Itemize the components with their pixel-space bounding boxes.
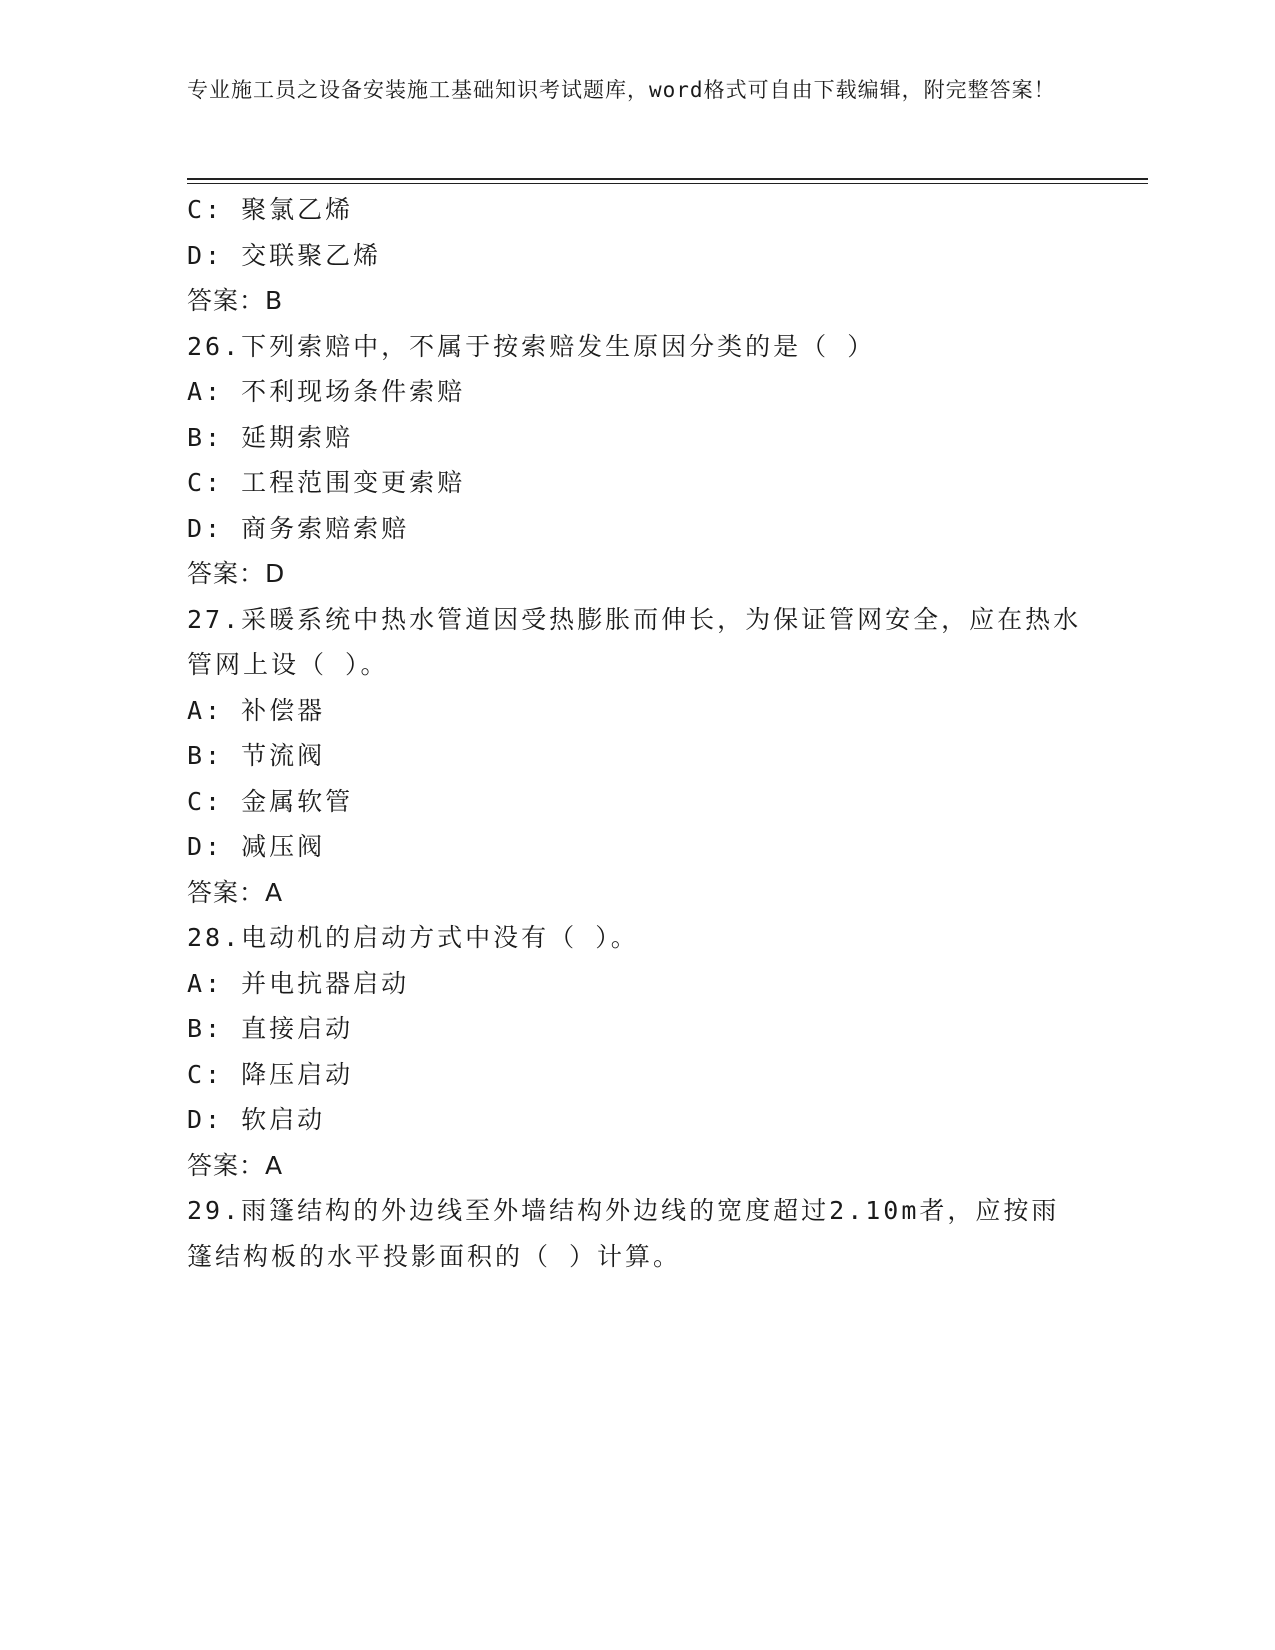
option-a <box>187 961 1087 1007</box>
answer-line <box>187 1143 1087 1189</box>
question-29 <box>187 1188 1087 1279</box>
answer-label: 答案： <box>187 286 266 315</box>
option-text: 交联聚乙烯 <box>241 240 382 270</box>
option-label: A: <box>187 695 224 725</box>
option-text: 直接启动 <box>241 1014 354 1043</box>
option-text: 减压阀 <box>241 832 326 861</box>
question-26 <box>187 324 1087 597</box>
question-stem: 27.采暖系统中热水管道因受热膨胀而伸长，为保证管网安全，应在热水管网上设（ ）。 <box>187 604 1082 679</box>
option-b <box>187 733 1087 779</box>
option-label: B: <box>187 422 224 452</box>
option-d <box>187 1097 1087 1143</box>
header-divider-thin <box>187 183 1148 184</box>
option-label: D: <box>187 832 224 861</box>
option-c <box>187 779 1087 825</box>
question-block-continued <box>187 187 1087 324</box>
option-d <box>187 233 1087 279</box>
option-label: C: <box>187 468 224 497</box>
option-label: C: <box>187 1059 224 1089</box>
option-label: A: <box>187 377 224 406</box>
option-c <box>187 1052 1087 1098</box>
option-text: 延期索赔 <box>241 422 354 452</box>
answer-value: A <box>265 1150 284 1180</box>
option-c <box>187 460 1087 506</box>
question-28 <box>187 915 1087 1188</box>
answer-line <box>187 278 1087 324</box>
option-text: 不利现场条件索赔 <box>241 377 466 406</box>
option-text: 软启动 <box>241 1105 326 1134</box>
option-d <box>187 824 1087 870</box>
answer-value: D <box>265 559 286 588</box>
header-divider-thick <box>187 178 1148 180</box>
option-label: D: <box>187 240 224 270</box>
question-27 <box>187 597 1087 916</box>
option-text: 降压启动 <box>241 1059 354 1089</box>
question-stem: 29.雨篷结构的外边线至外墙结构外边线的宽度超过2.10m者，应按雨篷结构板的水平投影面积的（ ）计算。 <box>187 1196 1060 1271</box>
option-label: B: <box>187 1014 224 1043</box>
answer-label: 答案： <box>187 1150 266 1180</box>
answer-line <box>187 551 1087 597</box>
answer-label: 答案： <box>187 559 266 588</box>
document-body <box>187 187 1087 1279</box>
option-c <box>187 187 1087 233</box>
option-a <box>187 369 1087 415</box>
answer-value: A <box>265 877 284 907</box>
option-text: 节流阀 <box>241 741 326 770</box>
question-stem: 28.电动机的启动方式中没有（ ）。 <box>187 923 639 952</box>
option-b <box>187 415 1087 461</box>
option-a <box>187 688 1087 734</box>
option-label: A: <box>187 968 224 998</box>
option-label: D: <box>187 1105 224 1134</box>
page-header: 专业施工员之设备安装施工基础知识考试题库，word格式可自由下载编辑，附完整答案！ <box>187 78 1056 102</box>
option-text: 聚氯乙烯 <box>241 195 354 224</box>
option-d <box>187 506 1087 552</box>
option-text: 并电抗器启动 <box>241 968 410 998</box>
option-text: 金属软管 <box>241 786 354 816</box>
answer-line <box>187 870 1087 916</box>
option-b <box>187 1006 1087 1052</box>
option-text: 补偿器 <box>241 695 326 725</box>
option-text: 工程范围变更索赔 <box>241 468 466 497</box>
option-label: C: <box>187 195 224 224</box>
question-stem: 26.下列索赔中，不属于按索赔发生原因分类的是（ ） <box>187 331 876 361</box>
option-text: 商务索赔索赔 <box>241 513 410 543</box>
answer-value: B <box>265 286 284 315</box>
option-label: C: <box>187 786 224 816</box>
option-label: D: <box>187 513 224 543</box>
option-label: B: <box>187 741 224 770</box>
answer-label: 答案： <box>187 877 266 907</box>
